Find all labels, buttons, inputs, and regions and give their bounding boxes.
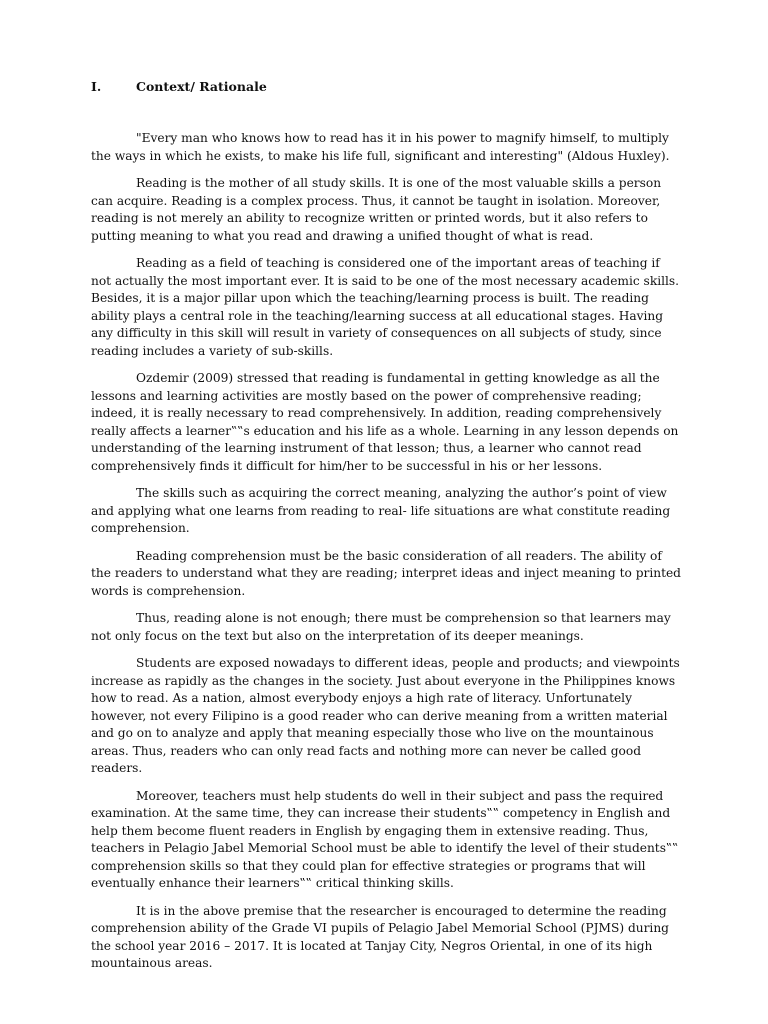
section-number: I. bbox=[91, 79, 102, 94]
document-body bbox=[91, 130, 681, 983]
paragraph: Students are exposed nowadays to different ideas, people and products; and viewpoints increase as rapidly as the changes in the society. Just about everyone in the Philippines knows how to read. As a nation, almost everybody enjoys a high rate of literacy. Unfortunately however, not every Filipino is a good reader who can derive meaning from a written material and go on to analyze and apply that meaning especially those who live on the mountainous areas. Thus, readers who can only read facts and nothing more can never be called good readers. bbox=[91, 656, 680, 775]
paragraph: Reading comprehension must be the basic consideration of all readers. The ability of the readers to understand what they are reading; interpret ideas and inject meaning to printed words is comprehension. bbox=[91, 548, 681, 598]
paragraph: Reading as a field of teaching is considered one of the important areas of teaching if not actually the most important ever. It is said to be one of the most necessary academic skills. Besides, it is a major pillar upon which the teaching/learning process is built. The reading ability plays a central role in the teaching/learning success at all educational stages. Having any difficulty in this skill will result in variety of consequences on all subjects of study, since reading includes a variety of sub-skills. bbox=[91, 256, 680, 358]
paragraph: Ozdemir (2009) stressed that reading is fundamental in getting knowledge as all the lessons and learning activities are mostly based on the power of comprehensive reading; indeed, it is really necessary to read comprehensively. In addition, reading comprehensively really affects a learner‟‟s education and his life as a whole. Learning in any lesson depends on understanding of the learning instrument of that lesson; thus, a learner who cannot read comprehensively finds it difficult for him/her to be successful in his or her lessons. bbox=[91, 371, 679, 473]
paragraph: Moreover, teachers must help students do well in their subject and pass the required examination. At the same time, they can increase their students‟‟ competency in English and help them become fluent readers in English by engaging them in extensive reading. Thus, teachers in Pelagio Jabel Memorial School must be able to identify the level of their students‟‟ comprehension skills so that they could plan for effective strategies or programs that will eventually enhance their learners‟‟ critical thinking skills. bbox=[91, 788, 679, 890]
section-title: Context/ Rationale bbox=[136, 79, 267, 94]
paragraph: Reading is the mother of all study skills. It is one of the most valuable skills a person can acquire. Reading is a complex process. Thus, it cannot be taught in isolation. Moreover, reading is not merely an ability to recognize written or printed words, but it also refers to putting meaning to what you read and drawing a unified thought of what is read. bbox=[91, 176, 662, 243]
section-heading bbox=[91, 79, 267, 95]
paragraph: It is in the above premise that the researcher is encouraged to determine the reading comprehension ability of the Grade VI pupils of Pelagio Jabel Memorial School (PJMS) during the school year 2016 – 2017. It is located at Tanjay City, Negros Oriental, in one of its high mountainous areas. bbox=[91, 903, 669, 970]
paragraph: The skills such as acquiring the correct meaning, analyzing the author’s point of view and applying what one learns from reading to real- life situations are what constitute reading comprehension. bbox=[91, 486, 671, 535]
paragraph-quote: "Every man who knows how to read has it in his power to magnify himself, to multiply the ways in which he exists, to make his life full, significant and interesting" (Aldous Huxley). bbox=[91, 131, 670, 163]
paragraph: Thus, reading alone is not enough; there must be comprehension so that learners may not only focus on the text but also on the interpretation of its deeper meanings. bbox=[91, 611, 671, 643]
